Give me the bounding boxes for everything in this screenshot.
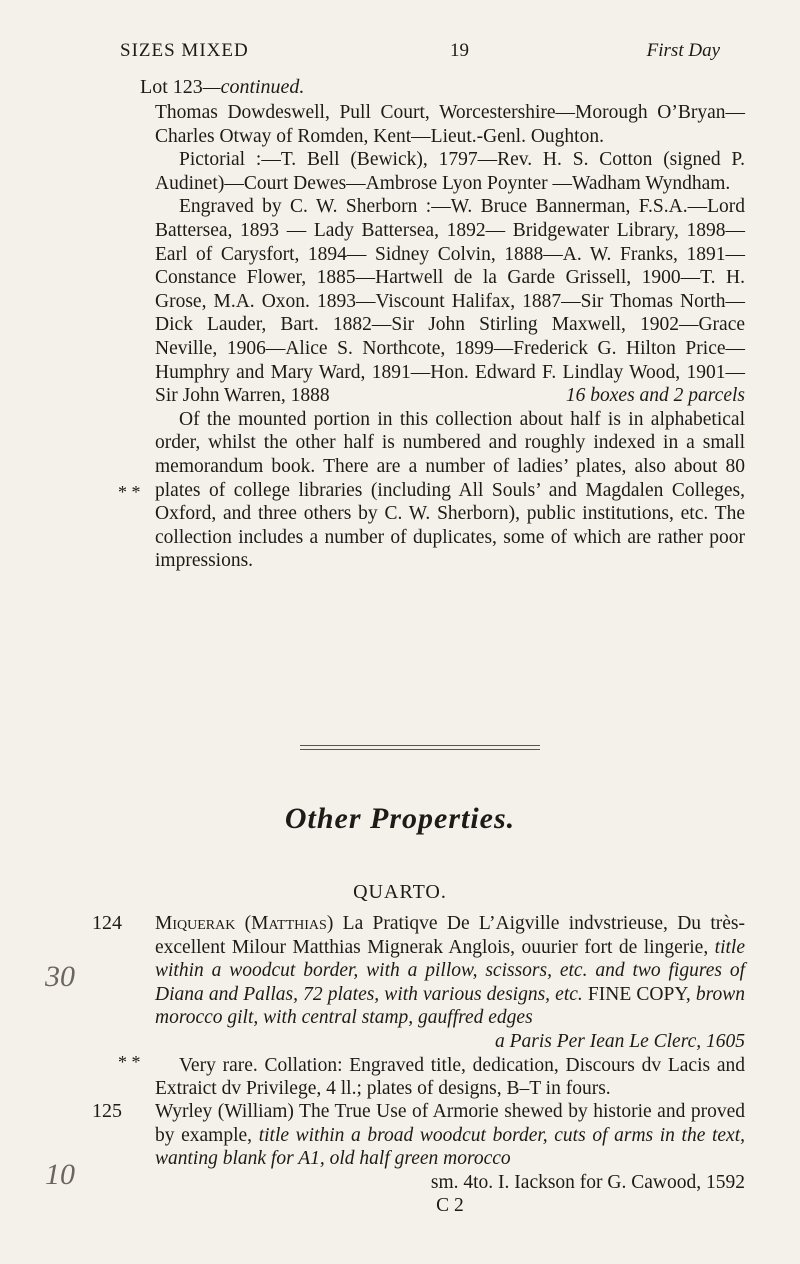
lot-125-body	[155, 1100, 745, 1218]
lot-123-body	[155, 101, 745, 573]
lot-124-title: La Pratiqve De L’Aigville indvstrieuse, Du très-excellent Milour Matthias Mignerak Anglois, ouurier fort de lingerie,	[155, 913, 746, 958]
lot-124-note: Very rare. Collation: Engraved title, dedication, Discours dv Lacis and Extraict dv Privilege, 4 ll.; plates of designs, B–T in fours.	[155, 1054, 745, 1100]
lot-124-imprint: a Paris Per Iean Le Clerc, 1605	[494, 1030, 745, 1052]
signature-mark: C 2	[436, 1195, 464, 1217]
header-right: First Day	[646, 40, 720, 61]
section-title: Other Properties.	[284, 802, 516, 835]
lot-124-author: Miquerak (Matthias)	[155, 913, 334, 934]
margin-note-124: 30	[45, 960, 75, 993]
subsection-title: QUARTO.	[353, 881, 447, 903]
page-header	[120, 40, 720, 72]
lot-124-desc: title within a woodcut border, with a pillow, scissors, etc. and two figures of Diana and Pallas, 72 plates, with various designs, etc.	[155, 936, 745, 1005]
lot-124-number: 124	[92, 912, 122, 934]
note-stars-124: * *	[118, 1052, 141, 1072]
lot-123-heading	[140, 76, 304, 99]
lot-123-boxes: 16 boxes and 2 parcels	[565, 385, 745, 407]
lot-125-imprint: sm. 4to. I. Iackson for G. Cawood, 1592	[430, 1171, 745, 1193]
lot-124-binding: brown morocco gilt, with central stamp, gauffred edges	[155, 983, 746, 1029]
lot-123-pictorial: Pictorial :—T. Bell (Bewick), 1797—Rev. H. S. Cotton (signed P. Audinet)—Court Dewes—Ambrose Lyon Poynter —Wadham Wyndham.	[155, 149, 745, 194]
header-left: SIZES MIXED	[120, 40, 249, 61]
divider-bottom	[300, 749, 540, 750]
lot-124-copy: FINE COPY,	[587, 983, 691, 1005]
lot-125-number: 125	[92, 1100, 122, 1122]
lot-123-continued: —continued.	[202, 76, 305, 98]
note-stars-123: * *	[118, 482, 141, 502]
margin-note-125: 10	[45, 1158, 75, 1191]
divider-top	[300, 745, 540, 746]
lot-125-desc: title within a broad woodcut border, cuts of arms in the text, wanting blank for A1, old half green morocco	[155, 1124, 746, 1170]
page-number: 19	[450, 40, 469, 61]
lot-125-text: Wyrley (William) The True Use of Armorie shewed by historie and proved by example,	[155, 1101, 745, 1146]
lot-123-engraved: Engraved by C. W. Sherborn :—W. Bruce Bannerman, F.S.A.—Lord Battersea, 1893 — Lady Battersea, 1892— Bridgewater Library, 1898—Earl of Carysfort, 1894— Sidney Colvin, 1888—A. W. Franks, 1891—Constance Flower, 1885—Hartwell de la Garde Grissell, 1900—T. H. Grose, M.A. Oxon. 1893—Viscount Halifax, 1887—Sir Thomas North—Dick Lauder, Bart. 1882—Sir John Stirling Maxwell, 1902—Grace Neville, 1906—Alice S. Northcote, 1899—Frederick G. Hilton Price—Humphry and Mary Ward, 1891—Hon. Edward F. Lindlay Wood, 1901—Sir John Warren, 1888	[155, 196, 745, 407]
lot-123-owners: Thomas Dowdeswell, Pull Court, Worcestershire—Morough O’Bryan—Charles Otway of Romden, Kent—Lieut.-Genl. Oughton.	[155, 102, 745, 147]
lot-124-body	[155, 912, 745, 1101]
lot-123-note: Of the mounted portion in this collection about half is in alphabetical order, whilst the other half is numbered and roughly indexed in a small memorandum book. There are a number of ladies’ plates, also about 80 plates of college libraries (including All Souls’ and Magdalen Colleges, Oxford, and three others by C. W. Sherborn), public institutions, etc. The collection includes a number of duplicates, some of which are rather poor impressions.	[155, 408, 745, 572]
lot-123-label: Lot 123	[140, 76, 203, 98]
